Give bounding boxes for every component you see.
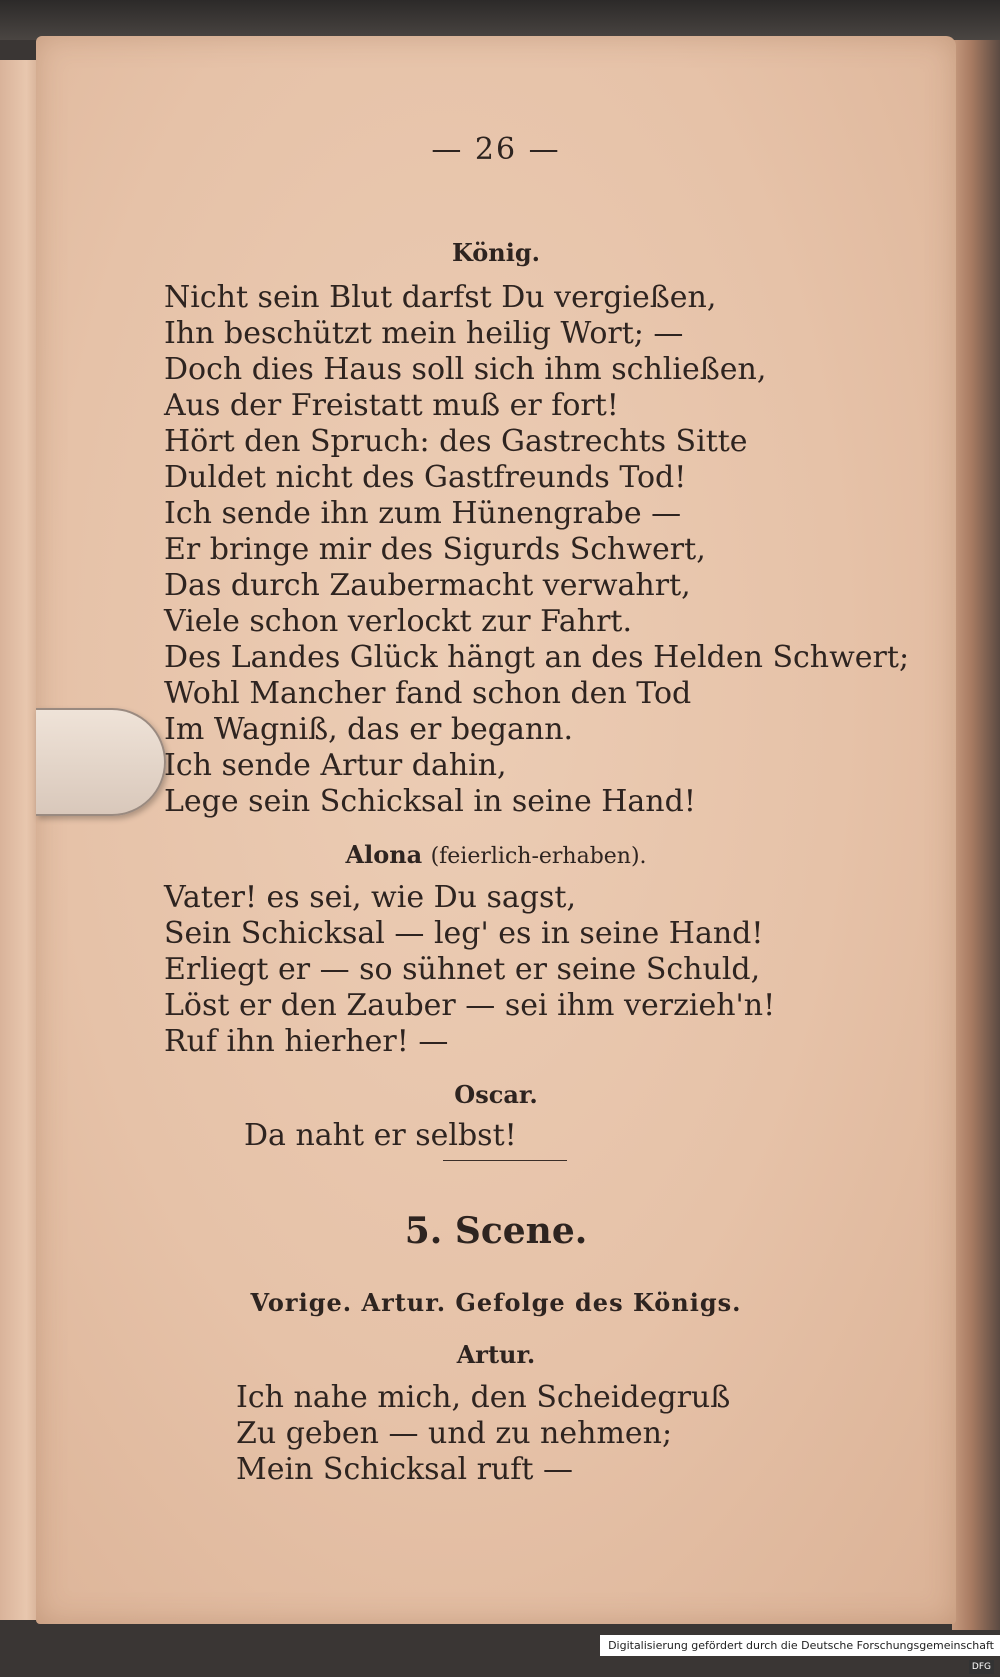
verse-line: Ich sende ihn zum Hünengrabe — — [164, 496, 682, 531]
dfg-logo: DFG — [969, 1660, 994, 1674]
speaker-koenig: König. — [451, 238, 541, 267]
page-number: — 26 — — [431, 132, 561, 167]
credit-text: Digitalisierung gefördert durch die Deutsche Forschungsgemeinschaft — [608, 1639, 994, 1652]
speaker-alona — [36, 840, 956, 869]
verse-line: Ich nahe mich, den Scheidegruß — [236, 1380, 731, 1415]
speaker-artur: Artur. — [456, 1340, 536, 1369]
verse-line: Des Landes Glück hängt an des Helden Schwert; — [164, 640, 910, 675]
digitization-credit — [600, 1635, 1000, 1672]
verse-line: Viele schon verlockt zur Fahrt. — [164, 604, 633, 639]
section-divider — [443, 1160, 567, 1161]
verse-line: Das durch Zaubermacht verwahrt, — [164, 568, 691, 603]
stage-direction-inline: (feierlich-erhaben). — [430, 844, 647, 869]
verse-line: Sein Schicksal — leg' es in seine Hand! — [164, 916, 764, 951]
verse-line: Zu geben — und zu nehmen; — [236, 1416, 673, 1451]
book-page — [36, 36, 956, 1624]
verse-line: Ihn beschützt mein heilig Wort; — — [164, 316, 684, 351]
verse-line: Vater! es sei, wie Du sagst, — [164, 880, 576, 915]
scene-title: 5. Scene. — [404, 1210, 588, 1252]
verse-line: Aus der Freistatt muß er fort! — [164, 388, 619, 423]
stage-direction: Vorige. Artur. Gefolge des Königs. — [250, 1288, 742, 1317]
verse-line: Löst er den Zauber — sei ihm verzieh'n! — [164, 988, 776, 1023]
verse-line: Im Wagniß, das er begann. — [164, 712, 574, 747]
speaker-oscar: Oscar. — [454, 1080, 538, 1109]
verse-line: Hört den Spruch: des Gastrechts Sitte — [164, 424, 748, 459]
page-text — [36, 36, 956, 1624]
speaker-name: Alona — [345, 840, 423, 869]
verse-line: Wohl Mancher fand schon den Tod — [164, 676, 692, 711]
verse-line: Erliegt er — so sühnet er seine Schuld, — [164, 952, 761, 987]
verse-line: Ich sende Artur dahin, — [164, 748, 507, 783]
verse-line: Ruf ihn hierher! — — [164, 1024, 449, 1059]
verse-line: Mein Schicksal ruft — — [236, 1452, 573, 1487]
verse-line: Er bringe mir des Sigurds Schwert, — [164, 532, 706, 567]
verse-line: Da naht er selbst! — [244, 1118, 517, 1153]
scan-backdrop — [0, 0, 1000, 40]
right-page-edges — [952, 40, 1000, 1630]
verse-line: Duldet nicht des Gastfreunds Tod! — [164, 460, 687, 495]
verse-line: Lege sein Schicksal in seine Hand! — [164, 784, 696, 819]
verse-line: Doch dies Haus soll sich ihm schließen, — [164, 352, 767, 387]
verse-line: Nicht sein Blut darfst Du vergießen, — [164, 280, 717, 315]
